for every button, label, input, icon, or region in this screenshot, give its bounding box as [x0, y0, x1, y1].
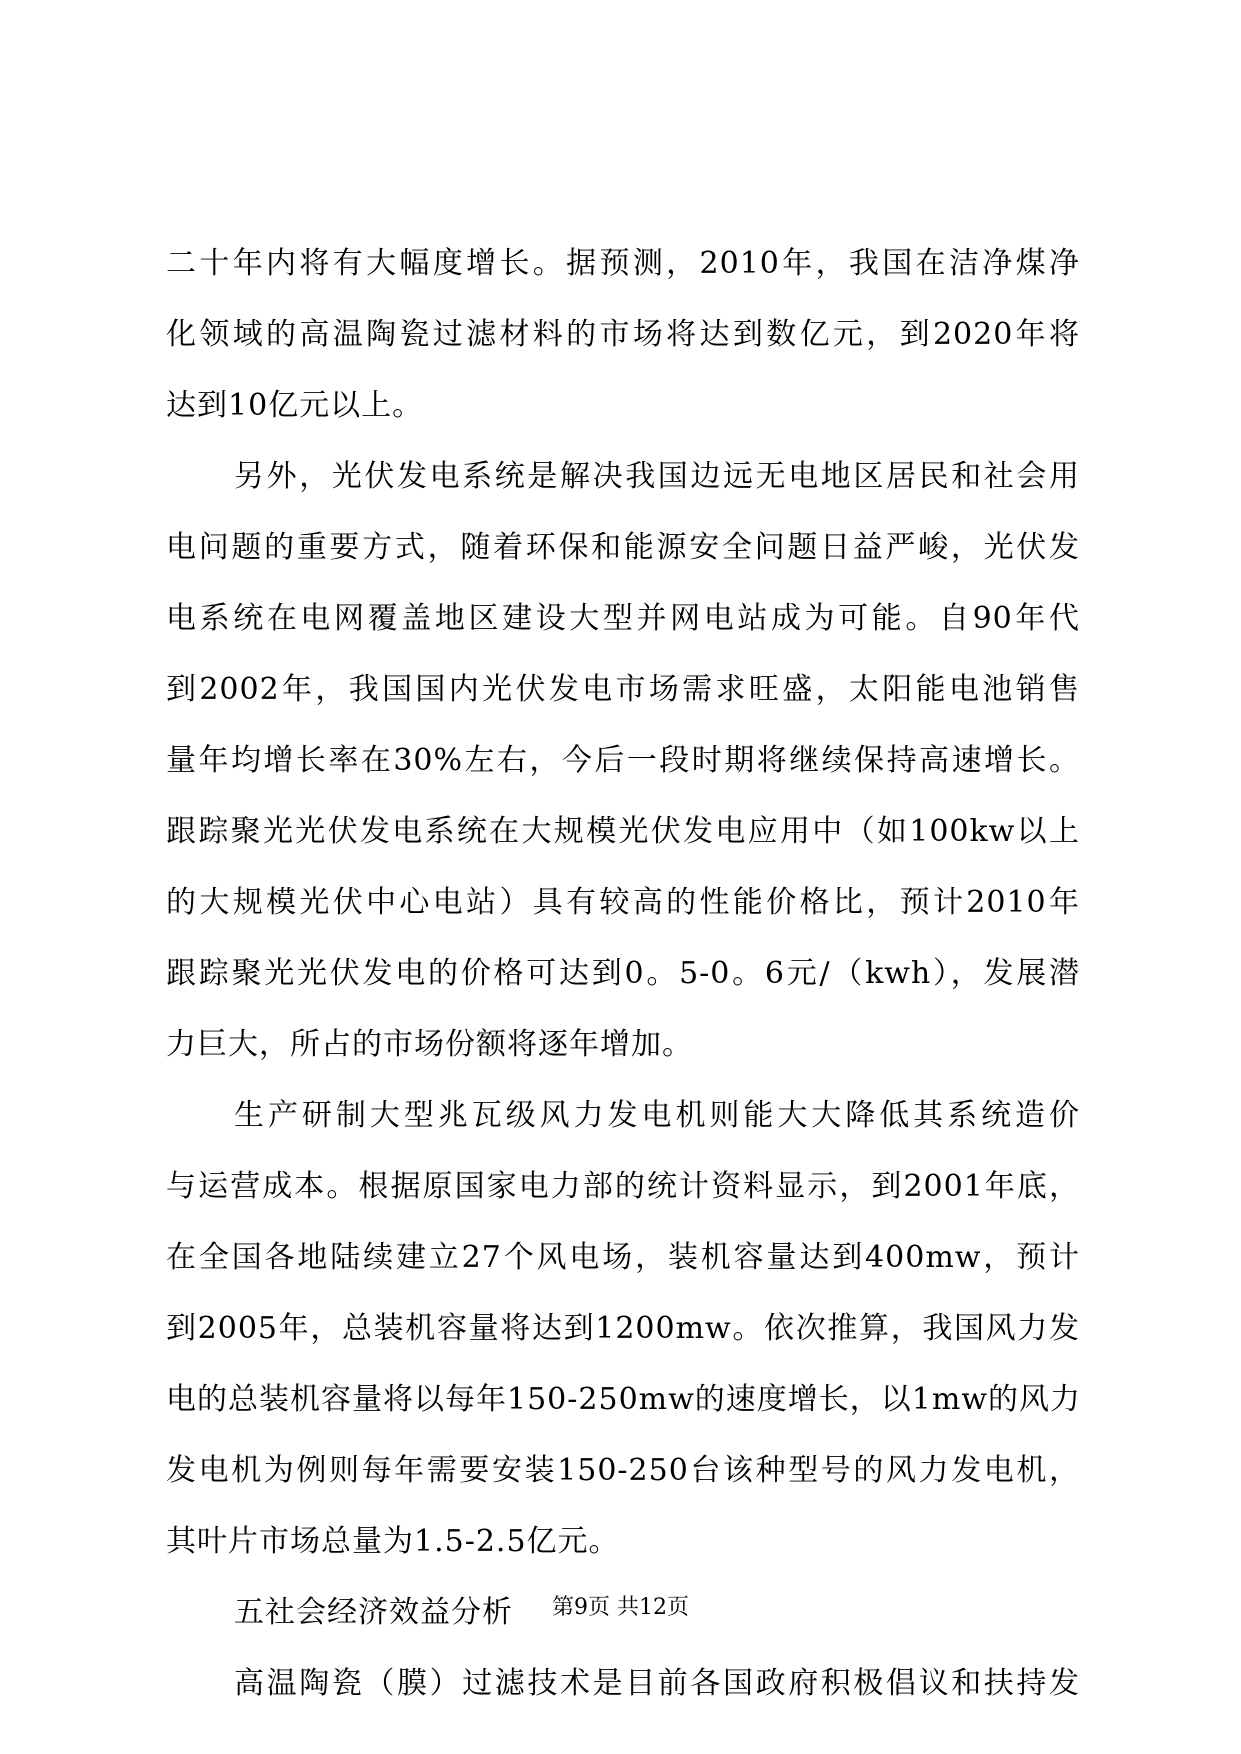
section-heading: 五社会经济效益分析 [234, 1595, 513, 1630]
text-line: 跟踪聚光光伏发电的价格可达到0。5-0。6元/（kwh），发展潜 [166, 956, 1080, 991]
text-line: 的大规模光伏中心电站）具有较高的性能价格比，预计2010年 [166, 885, 1080, 920]
text-line: 到2005年，总装机容量将达到1200mw。依次推算，我国风力发 [166, 1311, 1080, 1346]
text-line: 发电机为例则每年需要安装150-250台该种型号的风力发电机， [166, 1453, 1080, 1488]
body-text [166, 228, 1080, 1719]
text-line: 电系统在电网覆盖地区建设大型并网电站成为可能。自90年代 [166, 601, 1080, 636]
paragraph-start-line: 生产研制大型兆瓦级风力发电机则能大大降低其系统造价 [234, 1098, 1080, 1133]
paragraph-start-line: 另外，光伏发电系统是解决我国边远无电地区居民和社会用 [234, 459, 1080, 494]
text-line: 在全国各地陆续建立27个风电场，装机容量达到400mw，预计 [166, 1240, 1080, 1275]
paragraph-start-line: 高温陶瓷（膜）过滤技术是目前各国政府积极倡议和扶持发 [234, 1666, 1080, 1701]
text-line: 力巨大，所占的市场份额将逐年增加。 [166, 1027, 693, 1062]
page-footer: 第9页 共12页 [552, 1595, 689, 1620]
text-line: 电问题的重要方式，随着环保和能源安全问题日益严峻，光伏发 [166, 530, 1080, 565]
text-line: 二十年内将有大幅度增长。据预测，2010年，我国在洁净煤净 [166, 246, 1080, 281]
text-line: 跟踪聚光光伏发电系统在大规模光伏发电应用中（如100kw以上 [166, 814, 1080, 849]
text-line: 达到10亿元以上。 [166, 388, 424, 423]
text-line: 到2002年，我国国内光伏发电市场需求旺盛，太阳能电池销售 [166, 672, 1080, 707]
text-line: 电的总装机容量将以每年150-250mw的速度增长，以1mw的风力 [166, 1382, 1081, 1417]
text-line: 其叶片市场总量为1.5-2.5亿元。 [166, 1524, 620, 1559]
text-line: 与运营成本。根据原国家电力部的统计资料显示，到2001年底， [166, 1169, 1080, 1204]
text-line: 量年均增长率在30%左右，今后一段时期将继续保持高速增长。 [166, 743, 1080, 778]
text-line: 化领域的高温陶瓷过滤材料的市场将达到数亿元，到2020年将 [166, 317, 1080, 352]
